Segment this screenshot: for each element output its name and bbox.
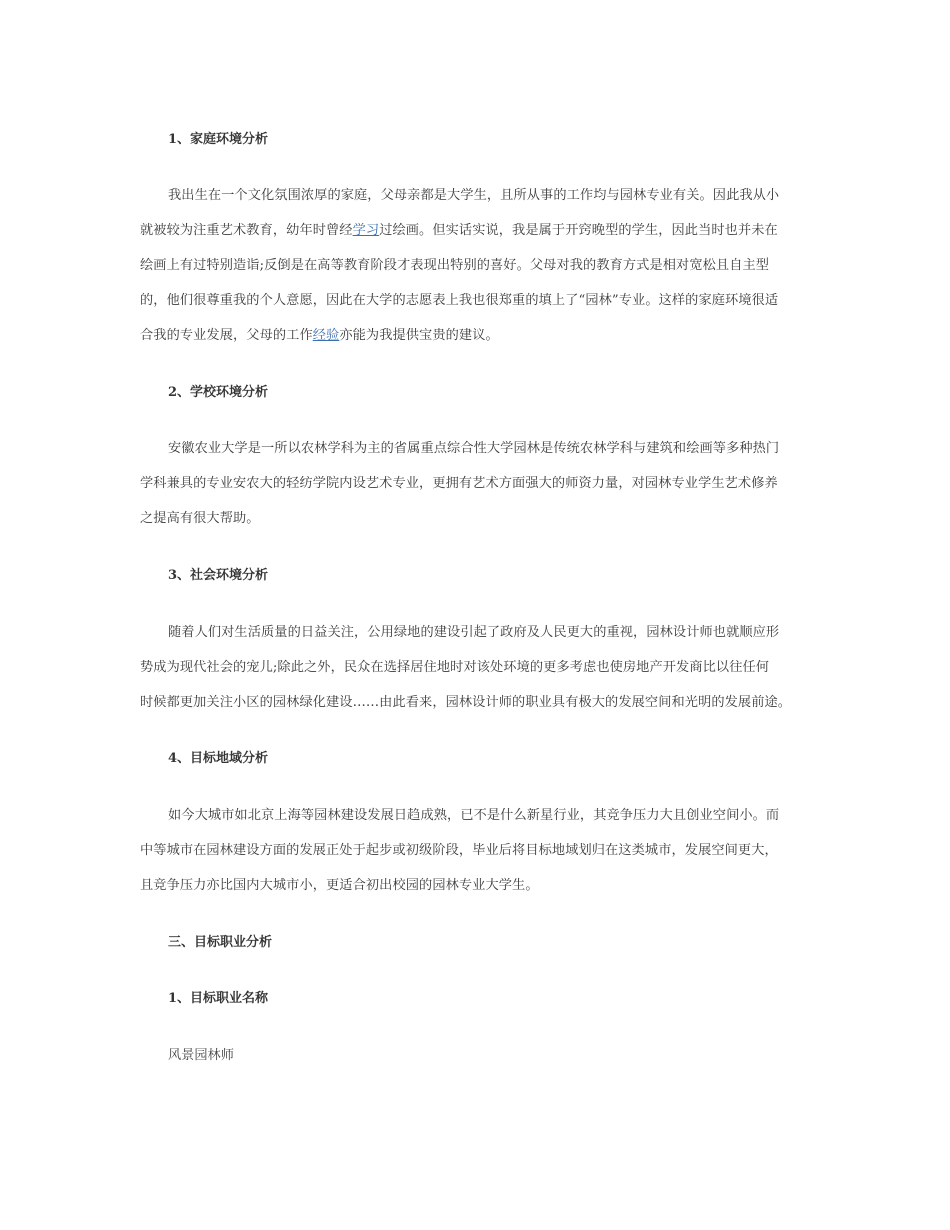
link-xuexi[interactable]: 学习 (352, 223, 380, 238)
paragraph-society (140, 615, 820, 720)
paragraph-line: 我出生在一个文化氛围浓厚的家庭，父母亲都是大学生，且所从事的工作均与园林专业有关。因此我从小 (168, 188, 780, 203)
career-name-value: 风景园林师 (168, 1048, 234, 1063)
text-span: 就被较为注重艺术教育，幼年时曾经 (140, 223, 353, 238)
paragraph-line: 学科兼具的专业安农大的轻纺学院内设艺术专业，更拥有艺术方面强大的师资力量，对园林专业学生艺术修养 (140, 476, 778, 491)
paragraph-line: 的，他们很尊重我的个人意愿，因此在大学的志愿表上我也很郑重的填上了“园林”专业。这样的家庭环境很适 (140, 293, 779, 308)
paragraph-line: 且竞争压力亦比国内大城市小，更适合初出校园的园林专业大学生。 (140, 878, 539, 893)
text-span: 亦能为我提供宝贵的建议。 (339, 328, 499, 343)
paragraph-line: 安徽农业大学是一所以农林学科为主的省属重点综合性大学园林是传统农林学科与建筑和绘画等多种热门 (168, 441, 780, 456)
paragraph-line: 时候都更加关注小区的园林绿化建设……由此看来，园林设计师的职业具有极大的发展空间和光明的发展前途。 (140, 695, 792, 710)
paragraph-school (140, 431, 820, 536)
paragraph-line (140, 318, 820, 353)
paragraph-line: 之提高有很大帮助。 (140, 511, 260, 526)
paragraph-line: 势成为现代社会的宠儿;除此之外，民众在选择居住地时对该处环境的更多考虑也使房地产开发商比以往任何 (140, 660, 770, 675)
paragraph-line: 中等城市在园林建设方面的发展正处于起步或初级阶段，毕业后将目标地域划归在这类城市，发展空间更大， (140, 843, 778, 858)
section-heading-career: 三、目标职业分析 (168, 935, 273, 950)
text-span: 合我的专业发展，父母的工作 (140, 328, 313, 343)
section-heading-school: 2、学校环境分析 (168, 385, 269, 400)
paragraph-line: 如今大城市如北京上海等园林建设发展日趋成熟，已不是什么新星行业，其竞争压力大且创业空间小。而 (168, 808, 780, 823)
paragraph-region (140, 798, 820, 903)
section-heading-family: 1、家庭环境分析 (168, 132, 269, 147)
paragraph-line: 随着人们对生活质量的日益关注，公用绿地的建设引起了政府及人民更大的重视，园林设计师也就顺应形 (168, 625, 780, 640)
link-jingyan[interactable]: 经验 (312, 328, 340, 343)
paragraph-family (140, 178, 820, 353)
paragraph-line: 绘画上有过特别造诣;反倒是在高等教育阶段才表现出特别的喜好。父母对我的教育方式是相对宽松且自主型 (140, 258, 770, 273)
subheading-career-name: 1、目标职业名称 (168, 991, 269, 1006)
section-heading-region: 4、目标地域分析 (168, 751, 269, 766)
paragraph-line (140, 213, 820, 248)
section-heading-society: 3、社会环境分析 (168, 568, 269, 583)
text-span: 过绘画。但实话实说，我是属于开窍晚型的学生，因此当时也并未在 (379, 223, 778, 238)
